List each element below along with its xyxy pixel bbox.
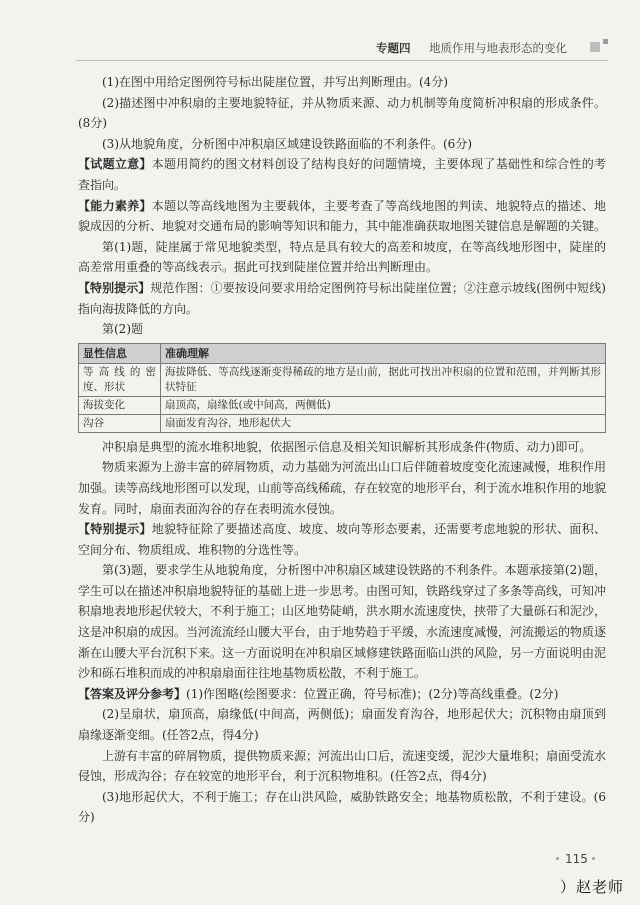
section-title: 地质作用与地表形态的变化 <box>429 41 567 55</box>
table-header-row <box>79 343 606 363</box>
ability-label: 【能力素养】 <box>78 198 152 213</box>
answer-paragraph <box>78 684 606 705</box>
tip-1-label: 【特别提示】 <box>78 280 151 295</box>
tip-2-paragraph <box>78 519 606 560</box>
question-2: (2)描述图中冲积扇的主要地貌特征，并从物质来源、动力机制等角度简析冲积扇的形成条件。(8分) <box>78 95 606 131</box>
intent-text: 本题用简约的图文材料创设了结构良好的问题情境，主要体现了基础性和综合性的考查指向。 <box>78 157 606 192</box>
page-body <box>78 72 606 828</box>
table-cell: 沟谷 <box>79 414 161 432</box>
part-2-heading: 第(2)题 <box>102 322 143 337</box>
tip-1-text: 规范作图：①要按设问要求用给定图例符号标出陡崖位置；②注意示坡线(图例中短线)指向海拔降低的方向。 <box>78 280 606 316</box>
table-cell: 海拔降低、等高线逐渐变得稀疏的地方是山前，据此可找出冲积扇的位置和范围，并判断其形状特征 <box>161 363 606 396</box>
analysis-part-3: 第(3)题，要求学生从地貌角度，分析图中冲积扇区域建设铁路的不利条件。本题承接第(2)题，学生可以在描述冲积扇地貌特征的基础上进一步思考。由图可知，铁路线穿过了多条等高线，可知冲积扇地表地形起伏较大，不利于施工；山区地势陡峭，洪水期水流速度快，挟带了大量砾石和泥沙，这是冲积扇的成因。当河流流经山腰大平台，由于地势趋于平缓，水流速度减慢，河流搬运的物质逐渐在山腰大平台沉积下来。这一方面说明在冲积扇区域修建铁路面临山洪的风险，另一方面说明由泥沙和砾石堆积而成的冲积扇扇面往往地基物质松散，不利于施工。 <box>78 563 607 681</box>
page-number-dot-right <box>592 857 595 860</box>
table-row <box>79 363 606 396</box>
tip-2-label: 【特别提示】 <box>78 522 152 537</box>
question-3: (3)从地貌角度，分析图中冲积扇区域建设铁路面临的不利条件。(6分) <box>102 136 472 151</box>
intent-label: 【试题立意】 <box>78 157 152 172</box>
table-cell: 扇顶高，扇缘低(或中间高，两侧低) <box>161 396 606 414</box>
table-cell: 等高线的密度、形状 <box>79 363 161 396</box>
analysis-part-2b: 物质来源为上游丰富的碎屑物质，动力基础为河流出山口后伴随着坡度变化流速减慢，堆积作用加强。读等高线地形图可以发现，山前等高线稀疏，存在较宽的地形平台，利于流水堆积作用的地貌发育。同时，扇面表面沟谷的存在表明流水侵蚀。 <box>78 460 607 516</box>
watermark: ）赵老师 <box>560 878 625 896</box>
answer-label: 【答案及评分参考】 <box>78 686 187 701</box>
table-row <box>79 396 606 414</box>
answer-text: (1)作图略(绘图要求：位置正确，符号标准)；(2分)等高线重叠。(2分) <box>186 686 559 701</box>
analysis-part-2a: 冲积扇是典型的流水堆积地貌，依据图示信息及相关知识解析其形成条件(物质、动力)即可。 <box>102 439 592 454</box>
section-label: 专题四 <box>376 41 411 55</box>
table-row <box>79 414 606 432</box>
header-divider <box>76 60 608 61</box>
table-header-cell: 准确理解 <box>161 343 606 363</box>
info-table <box>78 343 606 433</box>
tip-1-paragraph <box>78 278 606 319</box>
analysis-part-1: 第(1)题，陡崖属于常见地貌类型，特点是具有较大的高差和坡度，在等高线地形图中，陡崖的高差常用重叠的等高线表示。据此可找到陡崖位置并给出判断理由。 <box>78 239 606 275</box>
ability-text: 本题以等高线地图为主要载体，主要考查了等高线地图的判读、地貌特点的描述、地貌成因的分析、地貌对交通布局的影响等知识和能力，其中能准确获取地图关键信息是解题的关键。 <box>78 198 607 234</box>
page-number: 115 <box>565 852 588 866</box>
table-cell: 扇面发育沟谷，地形起伏大 <box>161 414 606 432</box>
page-number-dot-left <box>556 857 559 860</box>
answer-2b: 上游有丰富的碎屑物质，提供物质来源；河流出山口后，流速变缓，泥沙大量堆积；扇面受流水侵蚀，形成沟谷；存在较宽的地形平台，利于沉积物堆积。(任答2点，得4分) <box>78 748 607 784</box>
question-1: (1)在图中用给定图例符号标出陡崖位置，并写出判断理由。(4分) <box>102 75 448 89</box>
tip-2-text: 地貌特征除了要描述高度、坡度、坡向等形态要素，还需要考虑地貌的形状、面积、空间分布、物质组成、堆积物的分选性等。 <box>78 522 606 557</box>
page-header <box>0 36 640 64</box>
header-small-square-icon <box>603 39 608 44</box>
table-header-cell: 显性信息 <box>79 343 161 363</box>
answer-3: (3)地形起伏大，不利于施工；存在山洪风险，威胁铁路安全；地基物质松散，不利于建设。(6分) <box>78 789 606 825</box>
ability-paragraph <box>78 196 606 237</box>
table-cell: 海拔变化 <box>79 396 161 414</box>
header-square-icon <box>590 42 600 52</box>
answer-2: (2)呈扇状，扇顶高，扇缘低(中间高，两侧低)；扇面发育沟谷，地形起伏大；沉积物由扇顶到扇缘逐渐变细。(任答2点，得4分) <box>78 707 606 743</box>
intent-paragraph <box>78 154 606 195</box>
